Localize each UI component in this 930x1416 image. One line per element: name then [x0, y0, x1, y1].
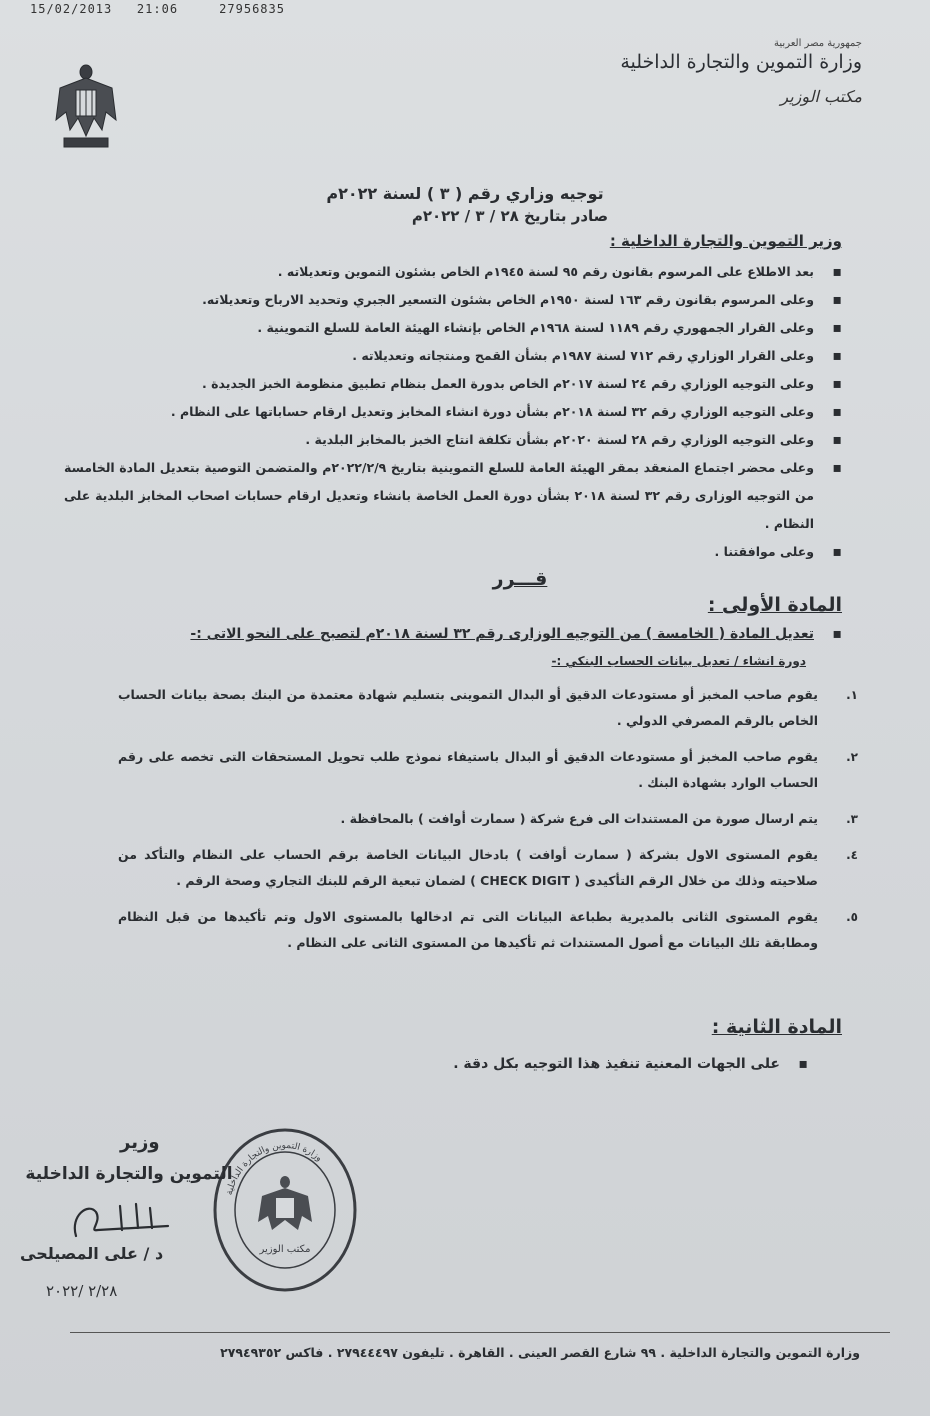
clause-item [118, 806, 858, 832]
preamble-item: وعلى التوجيه الوزاري رقم ٢٨ لسنة ٢٠٢٠م بشأن تكلفة انتاج الخبز بالمخابز البلدية . ▪ [64, 426, 814, 454]
document-title: توجيه وزاري رقم ( ٣ ) لسنة ٢٠٢٢م [326, 184, 604, 203]
article2-text: على الجهات المعنية تنفيذ هذا التوجيه بكل دقة . ▪ [453, 1056, 780, 1072]
letterhead-ministry: وزارة التموين والتجارة الداخلية [620, 51, 862, 73]
article2-heading: المادة الثانية : [711, 1016, 842, 1038]
decided-heading: قـــرر [492, 568, 548, 590]
eagle-emblem-icon [52, 60, 120, 156]
clause-number: ٤. [846, 848, 858, 862]
signature-date: ٢/٢٨ /٢٠٢٢ [46, 1282, 118, 1300]
fax-header: 15/02/2013 21:06 27956835 [30, 2, 285, 16]
clause-text: يتم ارسال صورة من المستندات الى فرع شركة ( سمارت أوافت ) بالمحافظة . [340, 811, 818, 826]
clause-item [118, 842, 858, 894]
article1-subheading: دورة انشاء / تعديل بيانات الحساب البنكي :- [551, 654, 806, 668]
seal-bottom-text: مكتب الوزير [259, 1244, 311, 1255]
clause-number: ٣. [846, 812, 858, 826]
signature-title: وزير [120, 1132, 160, 1153]
preamble-item: وعلى المرسوم بقانون رقم ١٦٣ لسنة ١٩٥٠م الخاص بشئون التسعير الجبري وتحديد الارباح وتعديلاته. ▪ [64, 286, 814, 314]
clause-number: ٥. [846, 910, 858, 924]
preamble-item: وعلى التوجيه الوزاري رقم ٣٢ لسنة ٢٠١٨م بشأن دورة انشاء المخابز وتعديل ارقام حساباتها على النظام . ▪ [64, 398, 814, 426]
clause-text: يقوم صاحب المخبز أو مستودعات الدقيق أو البدال باستيفاء نموذج طلب تحويل المستحقات التى تخصه على رقم الحساب الوارد بشهادة البنك . [118, 749, 818, 790]
clause-number: ٢. [846, 750, 858, 764]
clause-number: ١. [846, 688, 858, 702]
preamble-item: وعلى القرار الجمهوري رقم ١١٨٩ لسنة ١٩٦٨م الخاص بإنشاء الهيئة العامة للسلع التموينية . ▪ [64, 314, 814, 342]
preamble-item: وعلى موافقتنا . ▪ [64, 538, 814, 566]
signatory-name: د / على المصيلحى [20, 1244, 164, 1263]
preamble-item: بعد الاطلاع على المرسوم بقانون رقم ٩٥ لسنة ١٩٤٥م الخاص بشئون التموين وتعديلاته . ▪ [64, 258, 814, 286]
article1-amendment: تعديل المادة ( الخامسة ) من التوجيه الوزارى رقم ٣٢ لسنة ٢٠١٨م لتصبح على النحو الاتى :- ▪ [190, 626, 814, 642]
clause-text: يقوم صاحب المخبز أو مستودعات الدقيق أو البدال التموينى بتسليم شهادة معتمدة من البنك بصحة بيانات الحساب الخاص بالرقم المصرفي الدولي . [118, 687, 818, 728]
preamble-item: وعلى محضر اجتماع المنعقد بمقر الهيئة العامة للسلع التموينية بتاريخ ٢٠٢٢/٢/٩م والمتضمن التوصية بتعديل المادة الخامسة من التوجيه الوزارى رقم ٣٢ لسنة ٢٠١٨ بشأن دورة العمل الخاصة بانشاء وتعديل ارقام حسابات اصحاب المخابز البلدية على النظام . ▪ [64, 454, 814, 538]
letterhead-office: مكتب الوزير [780, 87, 862, 106]
footer-divider [70, 1332, 890, 1333]
seal-ring-text: وزارة التموين والتجارة الداخلية [224, 1140, 324, 1197]
preamble-item: وعلى التوجيه الوزاري رقم ٢٤ لسنة ٢٠١٧م الخاص بدورة العمل بنظام تطبيق منظومة الخبز الجديدة . ▪ [64, 370, 814, 398]
letterhead [620, 38, 862, 106]
article1-heading: المادة الأولى : [707, 594, 842, 616]
clause-item [118, 744, 858, 796]
preamble-list [64, 258, 814, 566]
article1-clauses [118, 682, 858, 966]
handwritten-signature-icon [68, 1196, 188, 1246]
letterhead-country: جمهورية مصر العربية [774, 38, 862, 49]
footer-address: وزارة التموين والتجارة الداخلية . ٩٩ شارع القصر العينى . القاهرة . تليفون ٢٧٩٤٤٤٩٧ . فاكس ٢٧٩٤٩٣٥٢ [220, 1345, 860, 1360]
clause-text: يقوم المستوى الاول بشركة ( سمارت أوافت ) بادخال البيانات الخاصة برقم الحساب على النظام والتأكد من صلاحيته وذلك من خلال الرقم التأكيدى ( CHECK DIGIT ) لضمان تبعية الرقم للبنك التجاري وصحة الرقم . [118, 847, 818, 888]
official-seal-icon [210, 1124, 360, 1300]
clause-item [118, 904, 858, 956]
issue-date: صادر بتاريخ ٢٨ / ٣ / ٢٠٢٢م [411, 207, 609, 225]
clause-item [118, 682, 858, 734]
minister-heading: وزير التموين والتجارة الداخلية : [609, 232, 842, 250]
preamble-item: وعلى القرار الوزاري رقم ٧١٢ لسنة ١٩٨٧م بشأن القمح ومنتجاته وتعديلاته . ▪ [64, 342, 814, 370]
signature-ministry: التموين والتجارة الداخلية [25, 1164, 233, 1184]
clause-text: يقوم المستوى الثانى بالمديرية بطباعة البيانات التى تم ادخالها بالمستوى الاول وتم تأكيدها من قبل النظام ومطابقة تلك البيانات مع أصول المستندات ثم تأكيدها من المستوى الثانى على النظام . [118, 909, 818, 950]
